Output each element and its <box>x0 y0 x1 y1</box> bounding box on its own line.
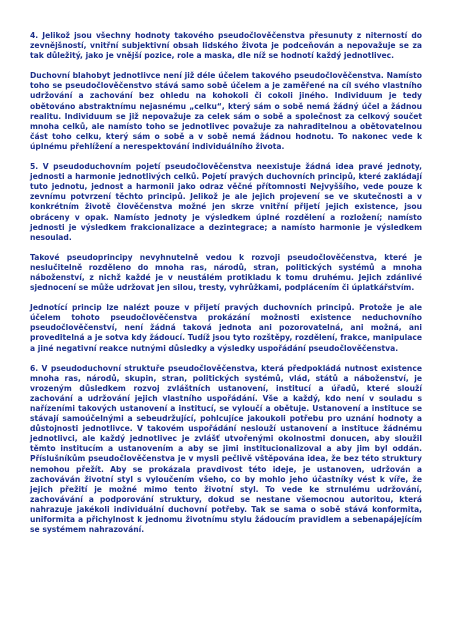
document-page <box>30 31 422 545</box>
paragraph-2: Duchovní blahobyt jednotlivce není již déle účelem takového pseudočlověčenstva. Namísto toho se pseudočlověčenstvo stává samo sobě účelem a je zaměřené na cíl svého vlastního udržování a zachování bez ohledu na kohokoli či cokoli jiného. Individuum je tedy obětováno abstraktnímu nejasnému „celku“, který sám o sobě nemá žádný účel a žádnou realitu. Individuum se již nepovažuje za celek sám o sobě a společnost za celkový součet mnoha celků, ale namísto toho se jednotlivec považuje za nahraditelnou a obětovatelnou část toho celku, který sám o sobě a v sobě nemá žádnou hodnotu. To nakonec vede k úplnému přehlížení a nerespektování individuálního života. <box>30 71 422 151</box>
paragraph-1: 4. Jelikož jsou všechny hodnoty takového pseudočlověčenstva přesunuty z niterností do zevnějšností, vnitřní subjektivní obsah lidského života je podceňován a nepovažuje se za tak důležitý, jako je vnější pozice, role a maska, dle níž se hodnotí každý jednotlivec. <box>30 31 422 61</box>
paragraph-4: Takové pseudoprincipy nevyhnutelně vedou k rozvoji pseudočlověčenstva, které je neslučitelně rozděleno do mnoha ras, národů, stran, politických systémů a mnoha náboženství, z nichž každé je v neustálém protikladu k tomu druhému. Jejich zdánlivé sjednocení se může udržovat jen silou, tresty, vyhrůžkami, podplácením či úplatkářstvím. <box>30 252 422 293</box>
paragraph-6: 6. V pseudoduchovní struktuře pseudočlověčenstva, která předpokládá nutnost existence mnoha ras, národů, skupin, stran, politických systémů, vlád, států a náboženství, je vrozeným důsledkem rozvoj zvláštních ustanovení, institucí a úřadů, které slouží zachování a udržování jejich vlastního uspořádání. Vše a každý, kdo není v souladu s nařízeními takových ustanovení a institucí, se vyloučí a obětuje. Ustanovení a instituce se stávají samoúčelnými a sebeudržující, pohlcujíce jakoukoli potřebu pro uznání hodnoty a důstojnosti jednotlivce. V takovém uspořádání neslouží ustanovení a instituce žádnému jednotlivci, ale každý jednotlivec je zvlášť utvořenými okolnostmi donucen, aby sloužil těmto institucím a ustanovením a aby se jimi institucionalizoval a aby jim byl oddán. Příslušníkům pseudočlověčenstva je v mysli pečlivě vštěpována idea, že bez této struktury nemohou přežít. Aby se prokázala pravdivost této ideje, je ustanoven, udržován a zachováván životní styl s vyloučením všeho, co by mohlo jeho účastníky vést k víře, že jejich přežití je možné mimo tento životní styl. To vede ke strnulému udržování, zachovávání a podporování struktury, dokud se nestane všemocnou autoritou, která nahrazuje jakékoli individuální duchovní potřeby. Tak se sama o sobě stává konformita, uniformita a přichylnost k jednomu životnímu stylu žádoucím pravidlem a sebenapájejícím se systémem nahrazování. <box>30 363 422 535</box>
paragraph-5: Jednotící princip lze nalézt pouze v přijetí pravých duchovních principů. Protože je ale účelem tohoto pseudočlověčenstva prokázání možnosti existence neduchovního pseudočlověčenství, není žádná taková jednota ani pozorovatelná, ani možná, ani proveditelná a je sotva kdy žádoucí. Tudíž jsou tyto rozštěpy, rozdělení, frakce, manipulace a jiné negativní reakce nutnými důsledky a výsledky uspořádání pseudočlověčenstva. <box>30 303 422 353</box>
paragraph-3: 5. V pseudoduchovním pojetí pseudočlověčenstva neexistuje žádná idea pravé jednoty, jednosti a harmonie jednotlivých celků. Pojetí pravých duchovních principů, které zakládají tuto jednotu, jednost a harmonii jako odraz věčné přítomnosti Nejvyššího, vede pouze k zevnímu potvrzení těchto principů. Jelikož je ale jejich projevení se ve skutečnosti a v konkrétním životě člověčenstva možné jen skrze vnitřní přijetí jejich existence, jsou obráceny v opak. Namísto jednoty je výsledkem úplné rozdělení a rozložení; namísto jednosti je výsledkem frakcionalizace a dezintegrace; a namísto harmonie je výsledkem nesoulad. <box>30 162 422 242</box>
